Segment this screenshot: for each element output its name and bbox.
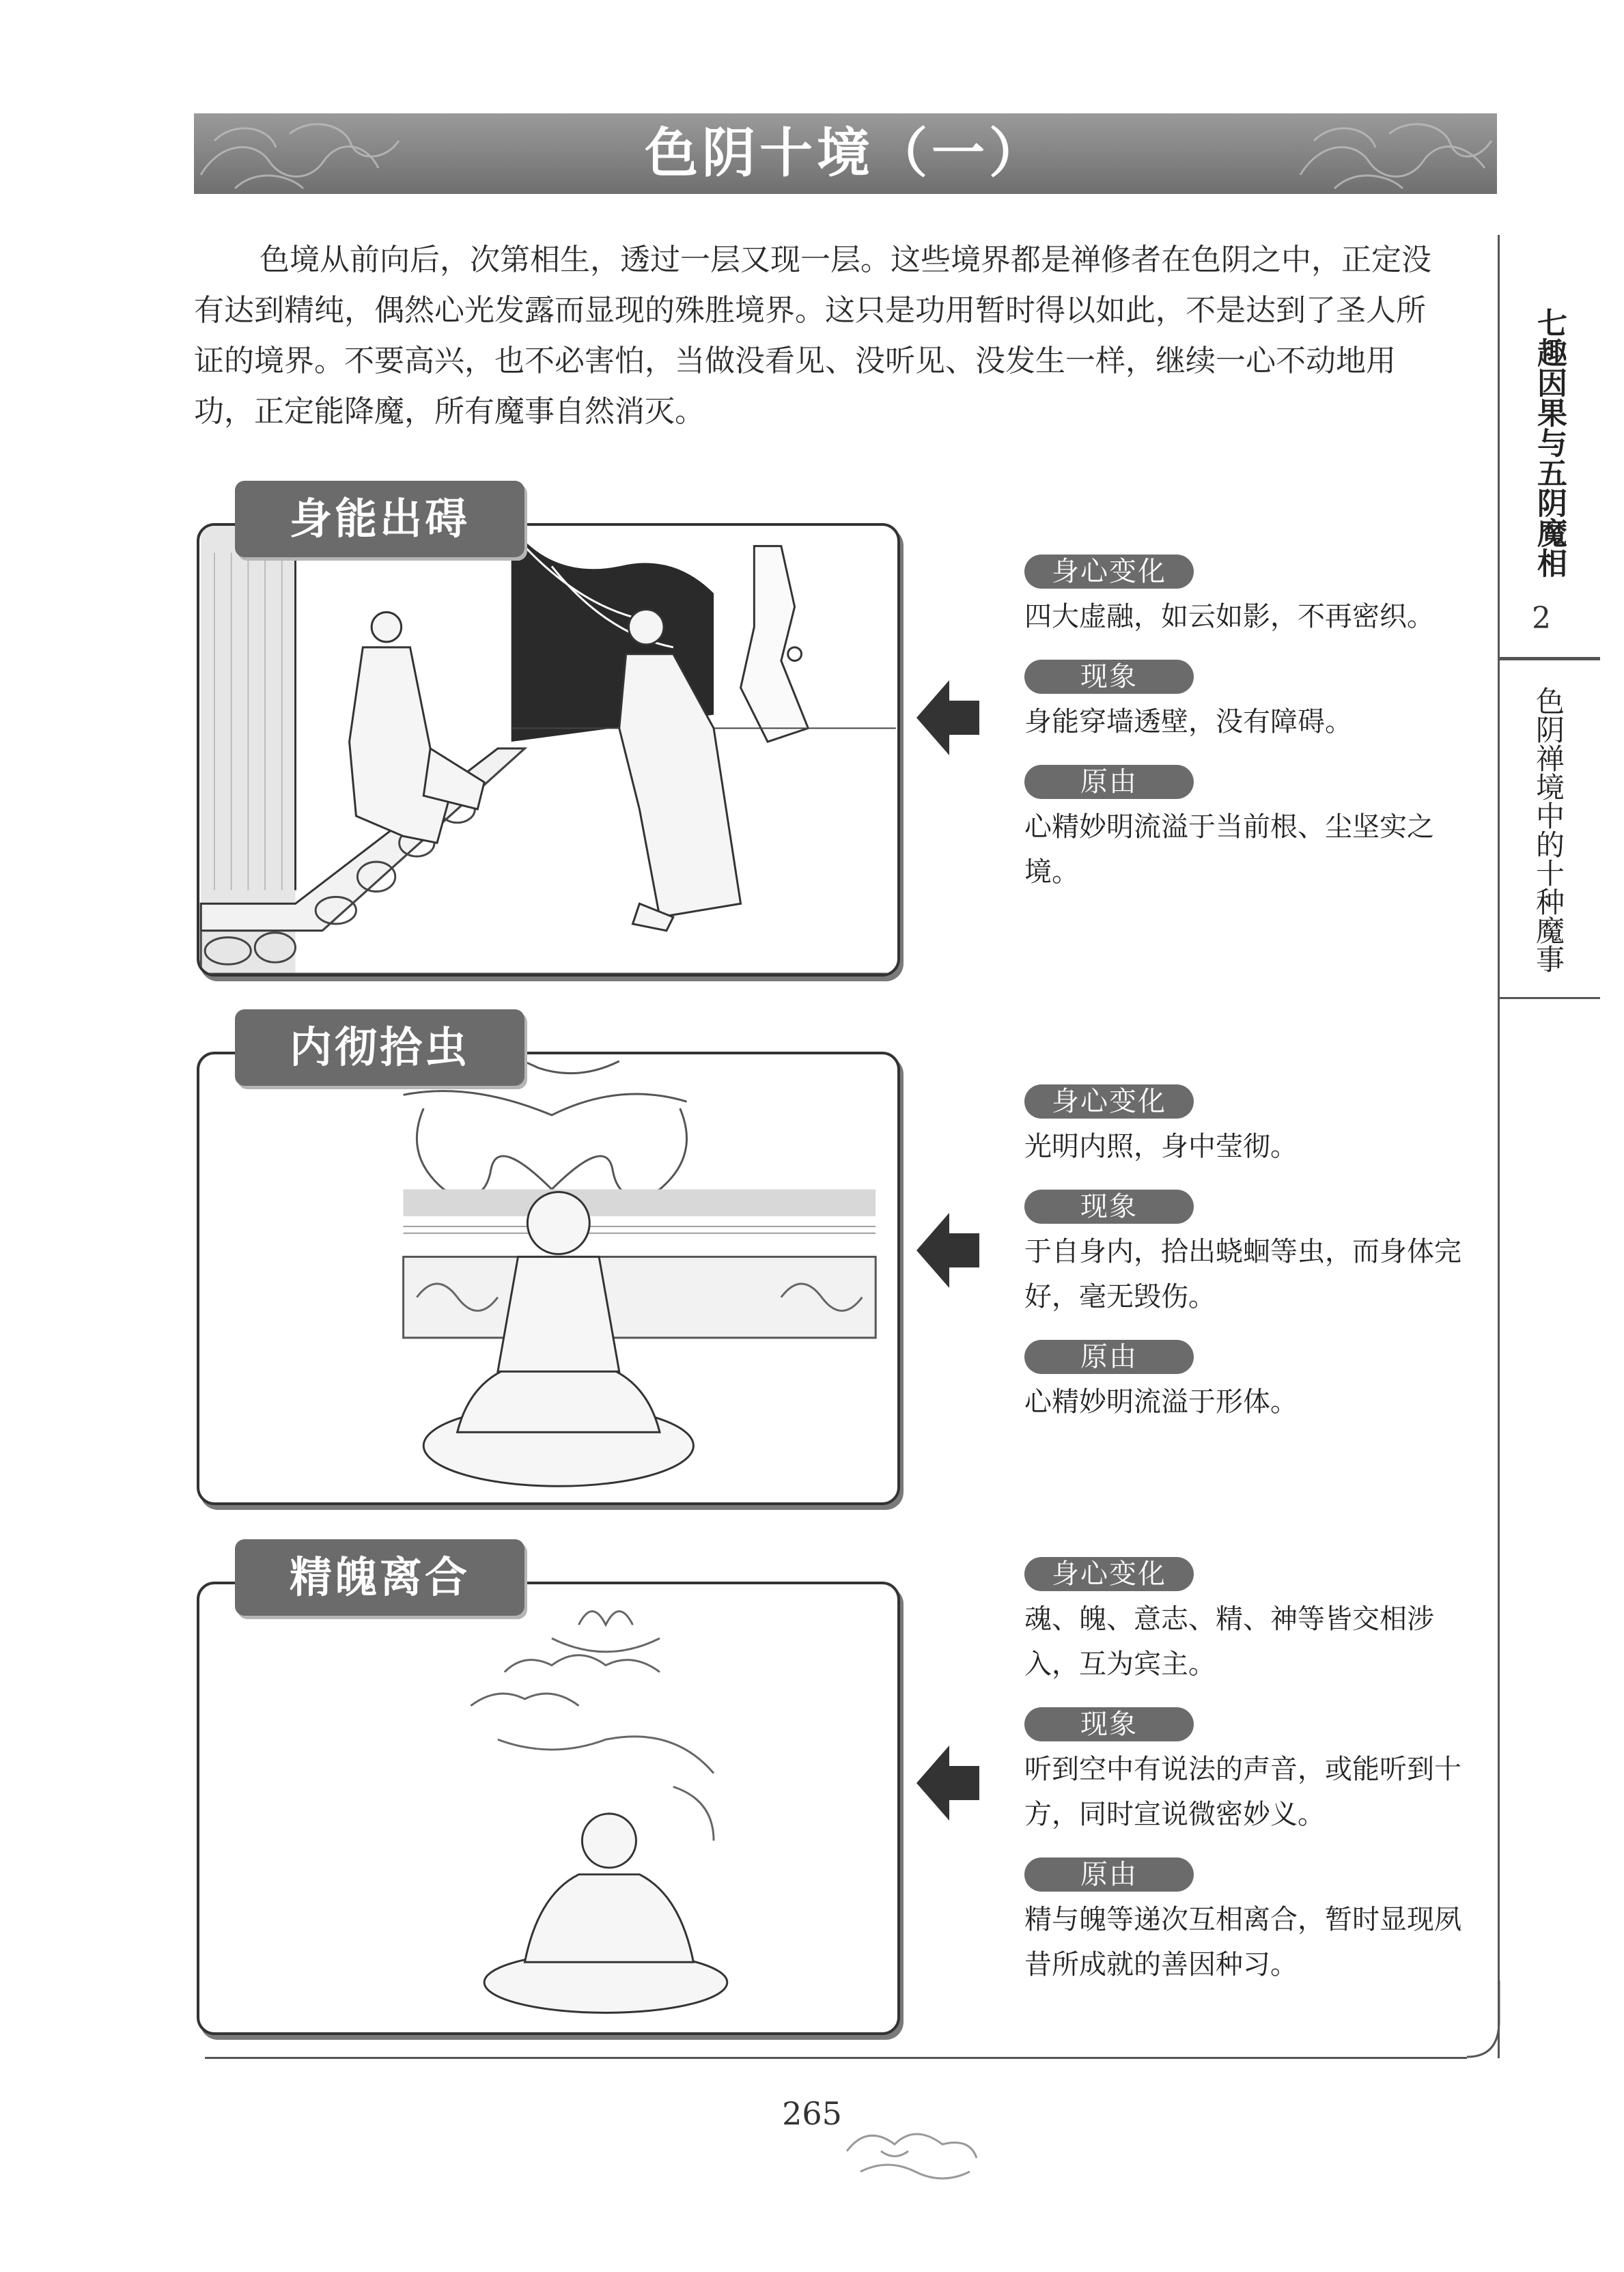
label-change: 身心变化 (1024, 1557, 1194, 1591)
label-change: 身心变化 (1024, 555, 1194, 589)
case-info (1024, 1084, 1461, 1445)
chapter-number: 2 (1532, 601, 1551, 636)
label-change: 身心变化 (1024, 1084, 1194, 1119)
cloud-ornament-icon (833, 2110, 990, 2192)
chapter-title: 七趣因果与五阴魔相 (1532, 307, 1567, 578)
cloud-monk-illustration (199, 1584, 897, 2032)
section-title: 色阴禅境中的十种魔事 (1532, 686, 1565, 973)
intro-paragraph: 色境从前向后，次第相生，透过一层又现一层。这些境界都是禅修者在色阴之中，正定没有达到精纯，偶然心光发露而显现的殊胜境界。这只是功用暂时得以如此，不是达到了圣人所证的境界。不要高兴，也不必害怕，当做没看见、没听见、没发生一样，继续一心不动地用功，正定能降魔，所有魔事自然消灭。 (194, 242, 1431, 429)
page-title: 色阴十境（一） (644, 123, 1046, 184)
label-cause: 原由 (1024, 1857, 1194, 1892)
illustration-panel (197, 1052, 900, 1505)
label-phenomenon: 现象 (1024, 1190, 1194, 1224)
page-number: 265 (782, 2095, 842, 2132)
phenomenon-text: 听到空中有说法的声音，或能听到十方，同时宣说微密妙义。 (1024, 1754, 1461, 1830)
sidebar-rule (1498, 997, 1600, 999)
cause-text: 心精妙明流溢于形体。 (1024, 1386, 1298, 1418)
title-banner (194, 113, 1497, 194)
cause-text: 心精妙明流溢于当前根、尘坚实之境。 (1024, 811, 1434, 888)
frame-corner (1461, 1980, 1502, 2059)
change-text: 魂、魄、意志、精、神等皆交相涉入，互为宾主。 (1024, 1603, 1434, 1680)
bottom-divider (205, 2057, 1467, 2059)
change-text: 光明内照，身中莹彻。 (1024, 1131, 1298, 1162)
arrow-left-icon (916, 1213, 979, 1288)
arrow-left-icon (916, 1745, 979, 1821)
change-text: 四大虚融，如云如影，不再密织。 (1024, 601, 1434, 632)
cause-text: 精与魄等递次互相离合，暂时显现夙昔所成就的善因种习。 (1024, 1904, 1461, 1980)
label-cause: 原由 (1024, 765, 1194, 799)
case-title: 身能出碍 (235, 481, 524, 557)
case-info (1024, 555, 1461, 915)
case-title: 内彻拾虫 (235, 1009, 524, 1086)
label-phenomenon: 现象 (1024, 1707, 1194, 1741)
case-title: 精魄离合 (235, 1539, 524, 1616)
label-cause: 原由 (1024, 1340, 1194, 1374)
wall-passing-monk-illustration (199, 526, 897, 974)
illustration-panel (197, 1582, 900, 2035)
phenomenon-text: 身能穿墙透壁，没有障碍。 (1024, 706, 1352, 738)
case-info (1024, 1557, 1461, 2008)
illustration-panel (197, 523, 900, 977)
phenomenon-text: 于自身内，拾出蛲蛔等虫，而身体完好，毫无毁伤。 (1024, 1236, 1461, 1313)
meditating-monk-illustration (199, 1054, 897, 1502)
arrow-left-icon (916, 680, 979, 755)
sidebar-rule (1498, 657, 1600, 660)
label-phenomenon: 现象 (1024, 660, 1194, 694)
sidebar-divider (1498, 235, 1500, 2058)
